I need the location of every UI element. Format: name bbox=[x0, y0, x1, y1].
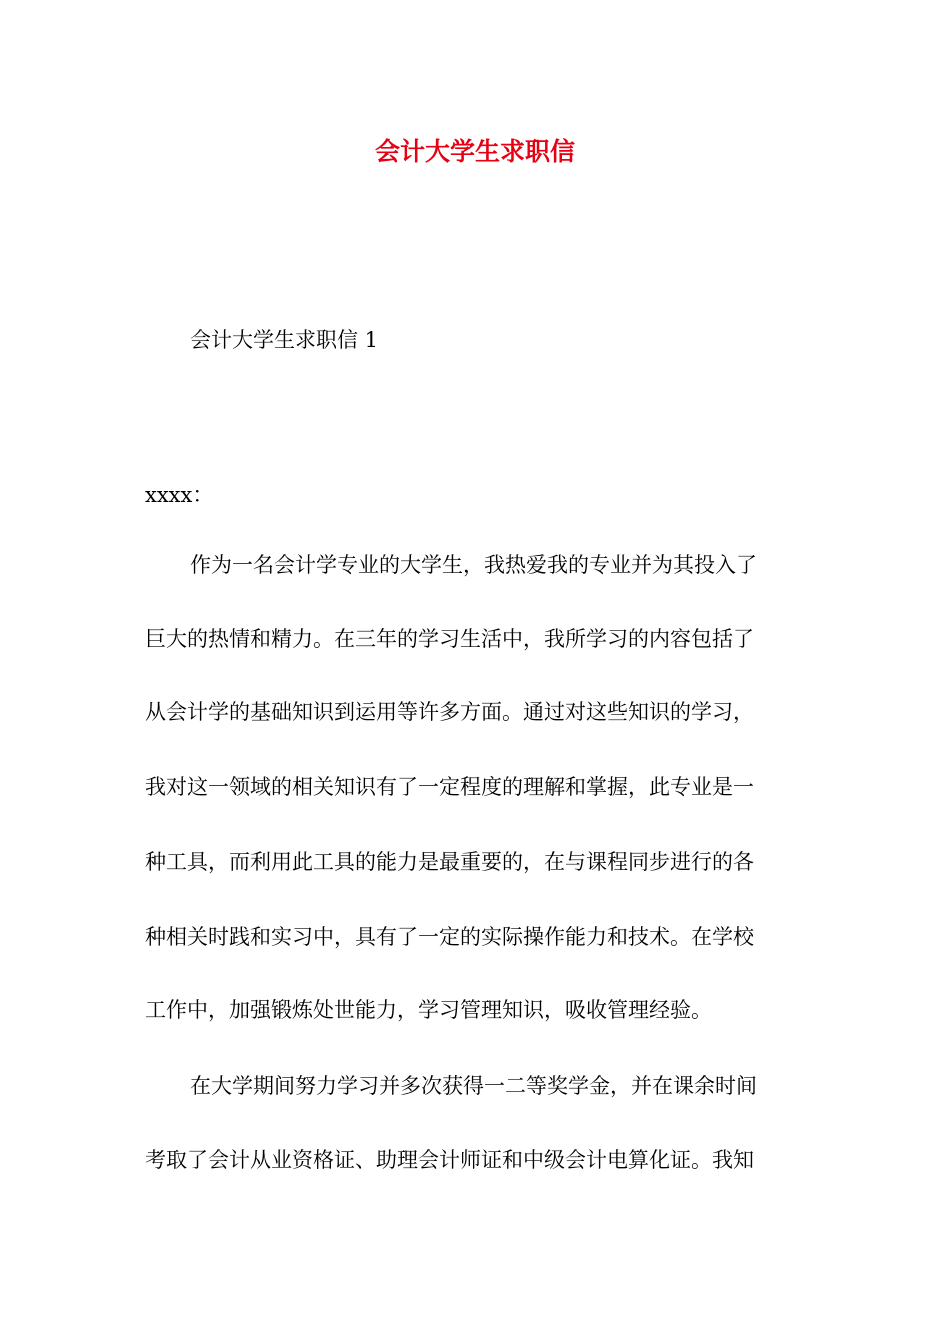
paragraph-line: 巨大的热情和精力。在三年的学习生活中，我所学习的内容包括了 bbox=[145, 627, 754, 651]
document-title: 会计大学生求职信 bbox=[374, 137, 575, 166]
paragraph-line: 考取了会计从业资格证、助理会计师证和中级会计电算化证。我知 bbox=[145, 1148, 754, 1172]
paragraph-line: 从会计学的基础知识到运用等许多方面。通过对这些知识的学习， bbox=[145, 700, 754, 724]
paragraph-line: 作为一名会计学专业的大学生，我热爱我的专业并为其投入了 bbox=[190, 553, 757, 577]
paragraph-line: 我对这一领域的相关知识有了一定程度的理解和掌握，此专业是一 bbox=[145, 775, 754, 799]
paragraph-line: 种相关时践和实习中，具有了一定的实际操作能力和技术。在学校 bbox=[145, 925, 754, 949]
paragraph-line: 工作中，加强锻炼处世能力，学习管理知识，吸收管理经验。 bbox=[145, 998, 712, 1022]
paragraph-line: 在大学期间努力学习并多次获得一二等奖学金，并在课余时间 bbox=[190, 1074, 757, 1098]
salutation: xxxx： bbox=[145, 483, 214, 507]
paragraph-line: 种工具，而利用此工具的能力是最重要的，在与课程同步进行的各 bbox=[145, 850, 754, 874]
section-heading: 会计大学生求职信 1 bbox=[190, 328, 379, 352]
